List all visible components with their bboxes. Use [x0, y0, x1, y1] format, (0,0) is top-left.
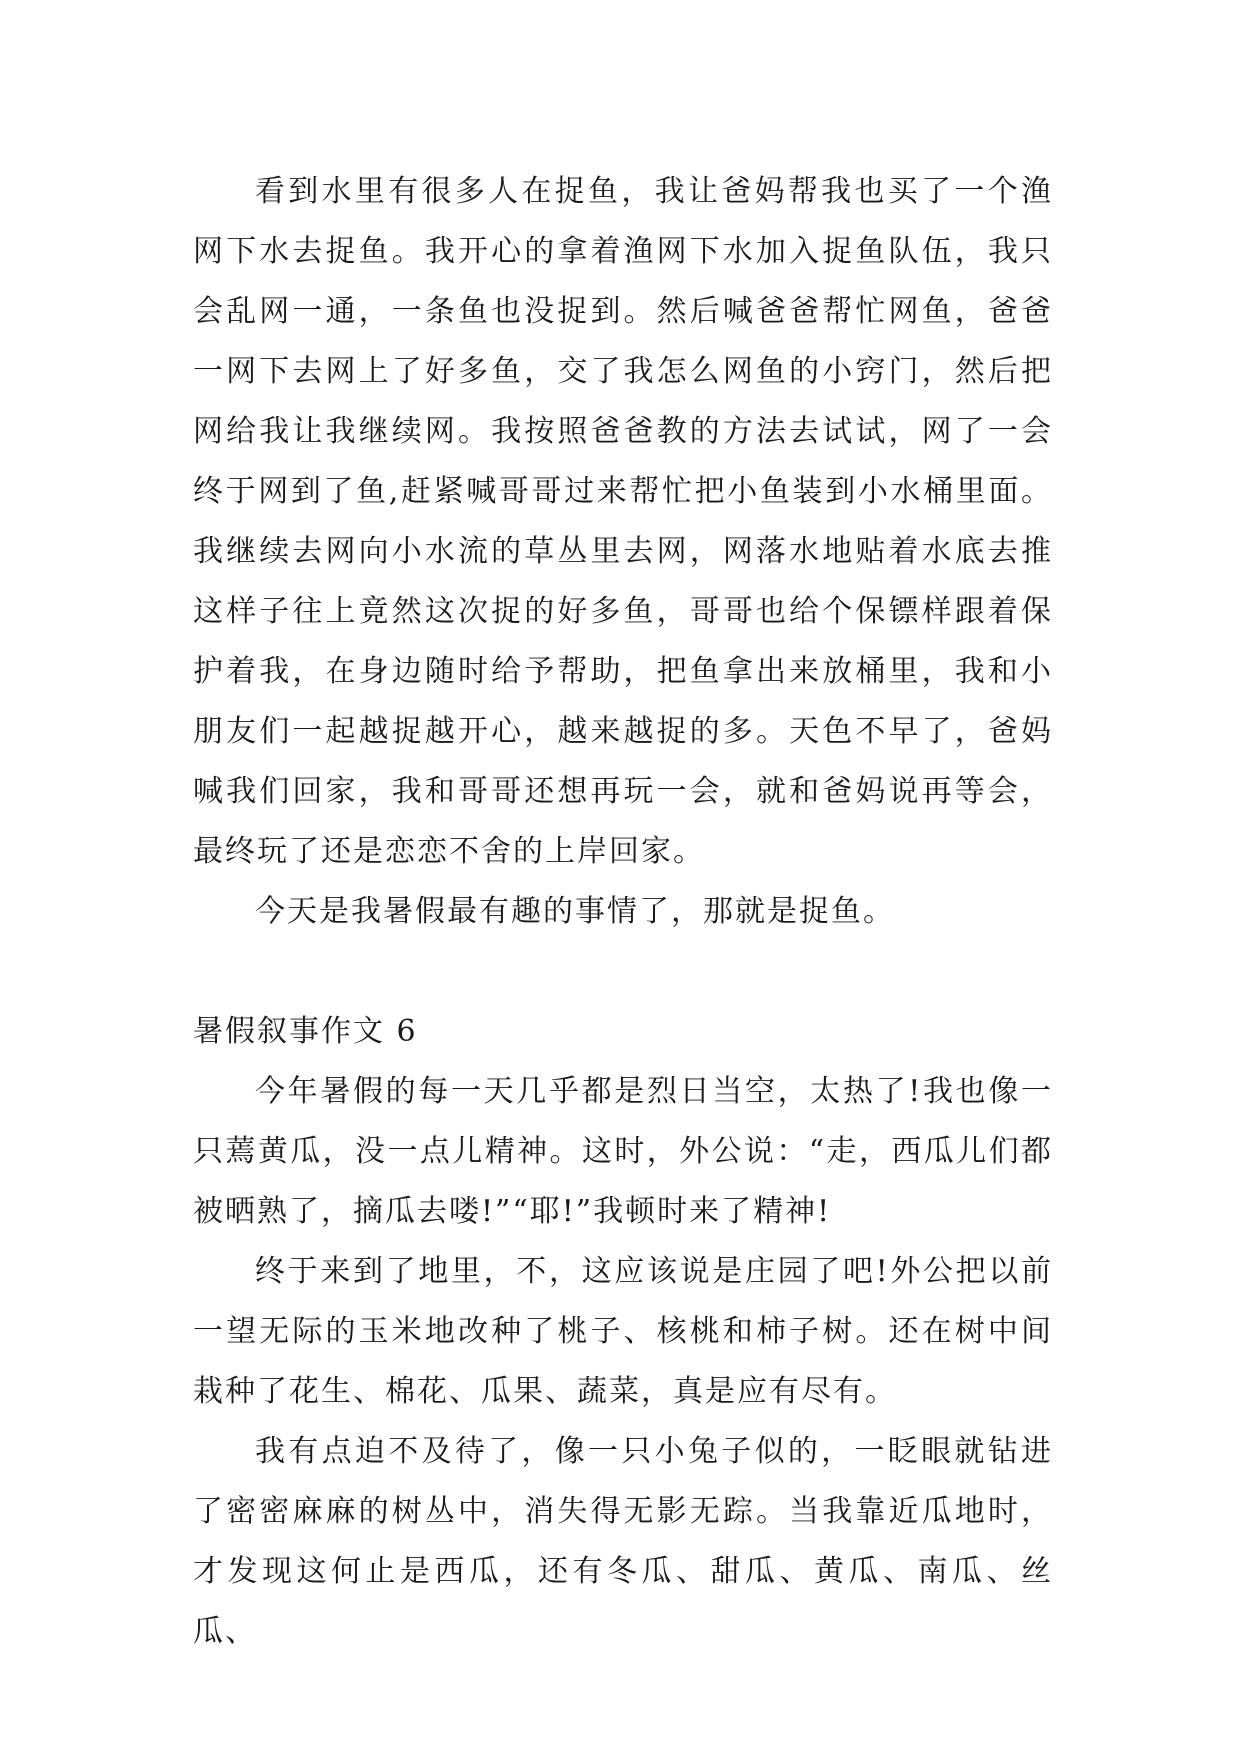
section-heading: 暑假叙事作文 6 — [193, 1014, 418, 1049]
paragraph: 终于来到了地里，不，这应该说是庄园了吧!外公把以前一望无际的玉米地改种了桃子、核桃和柿子树。还在树中间栽种了花生、棉花、瓜果、蔬菜，真是应有尽有。 — [193, 1254, 1053, 1409]
document-body — [193, 162, 1053, 1662]
paragraph: 今年暑假的每一天几乎都是烈日当空，太热了!我也像一只蔫黄瓜，没一点儿精神。这时，外公说：“走，西瓜儿们都被晒熟了，摘瓜去喽!”“耶!”我顿时来了精神! — [193, 1074, 1053, 1229]
paragraph: 看到水里有很多人在捉鱼，我让爸妈帮我也买了一个渔网下水去捉鱼。我开心的拿着渔网下水加入捉鱼队伍，我只会乱网一通，一条鱼也没捉到。然后喊爸爸帮忙网鱼，爸爸一网下去网上了好多鱼，交了我怎么网鱼的小窍门，然后把网给我让我继续网。我按照爸爸教的方法去试试，网了一会终于网到了鱼,赶紧喊哥哥过来帮忙把小鱼装到小水桶里面。我继续去网向小水流的草丛里去网，网落水地贴着水底去推这样子往上竟然这次捉的好多鱼，哥哥也给个保镖样跟着保护着我，在身边随时给予帮助，把鱼拿出来放桶里，我和小朋友们一起越捉越开心，越来越捉的多。天色不早了，爸妈喊我们回家，我和哥哥还想再玩一会，就和爸妈说再等会，最终玩了还是恋恋不舍的上岸回家。 — [193, 174, 1053, 869]
paragraph: 今天是我暑假最有趣的事情了，那就是捉鱼。 — [255, 894, 895, 929]
paragraph: 我有点迫不及待了，像一只小兔子似的，一眨眼就钻进了密密麻麻的树丛中，消失得无影无踪。当我靠近瓜地时，才发现这何止是西瓜，还有冬瓜、甜瓜、黄瓜、南瓜、丝瓜、 — [193, 1434, 1053, 1649]
